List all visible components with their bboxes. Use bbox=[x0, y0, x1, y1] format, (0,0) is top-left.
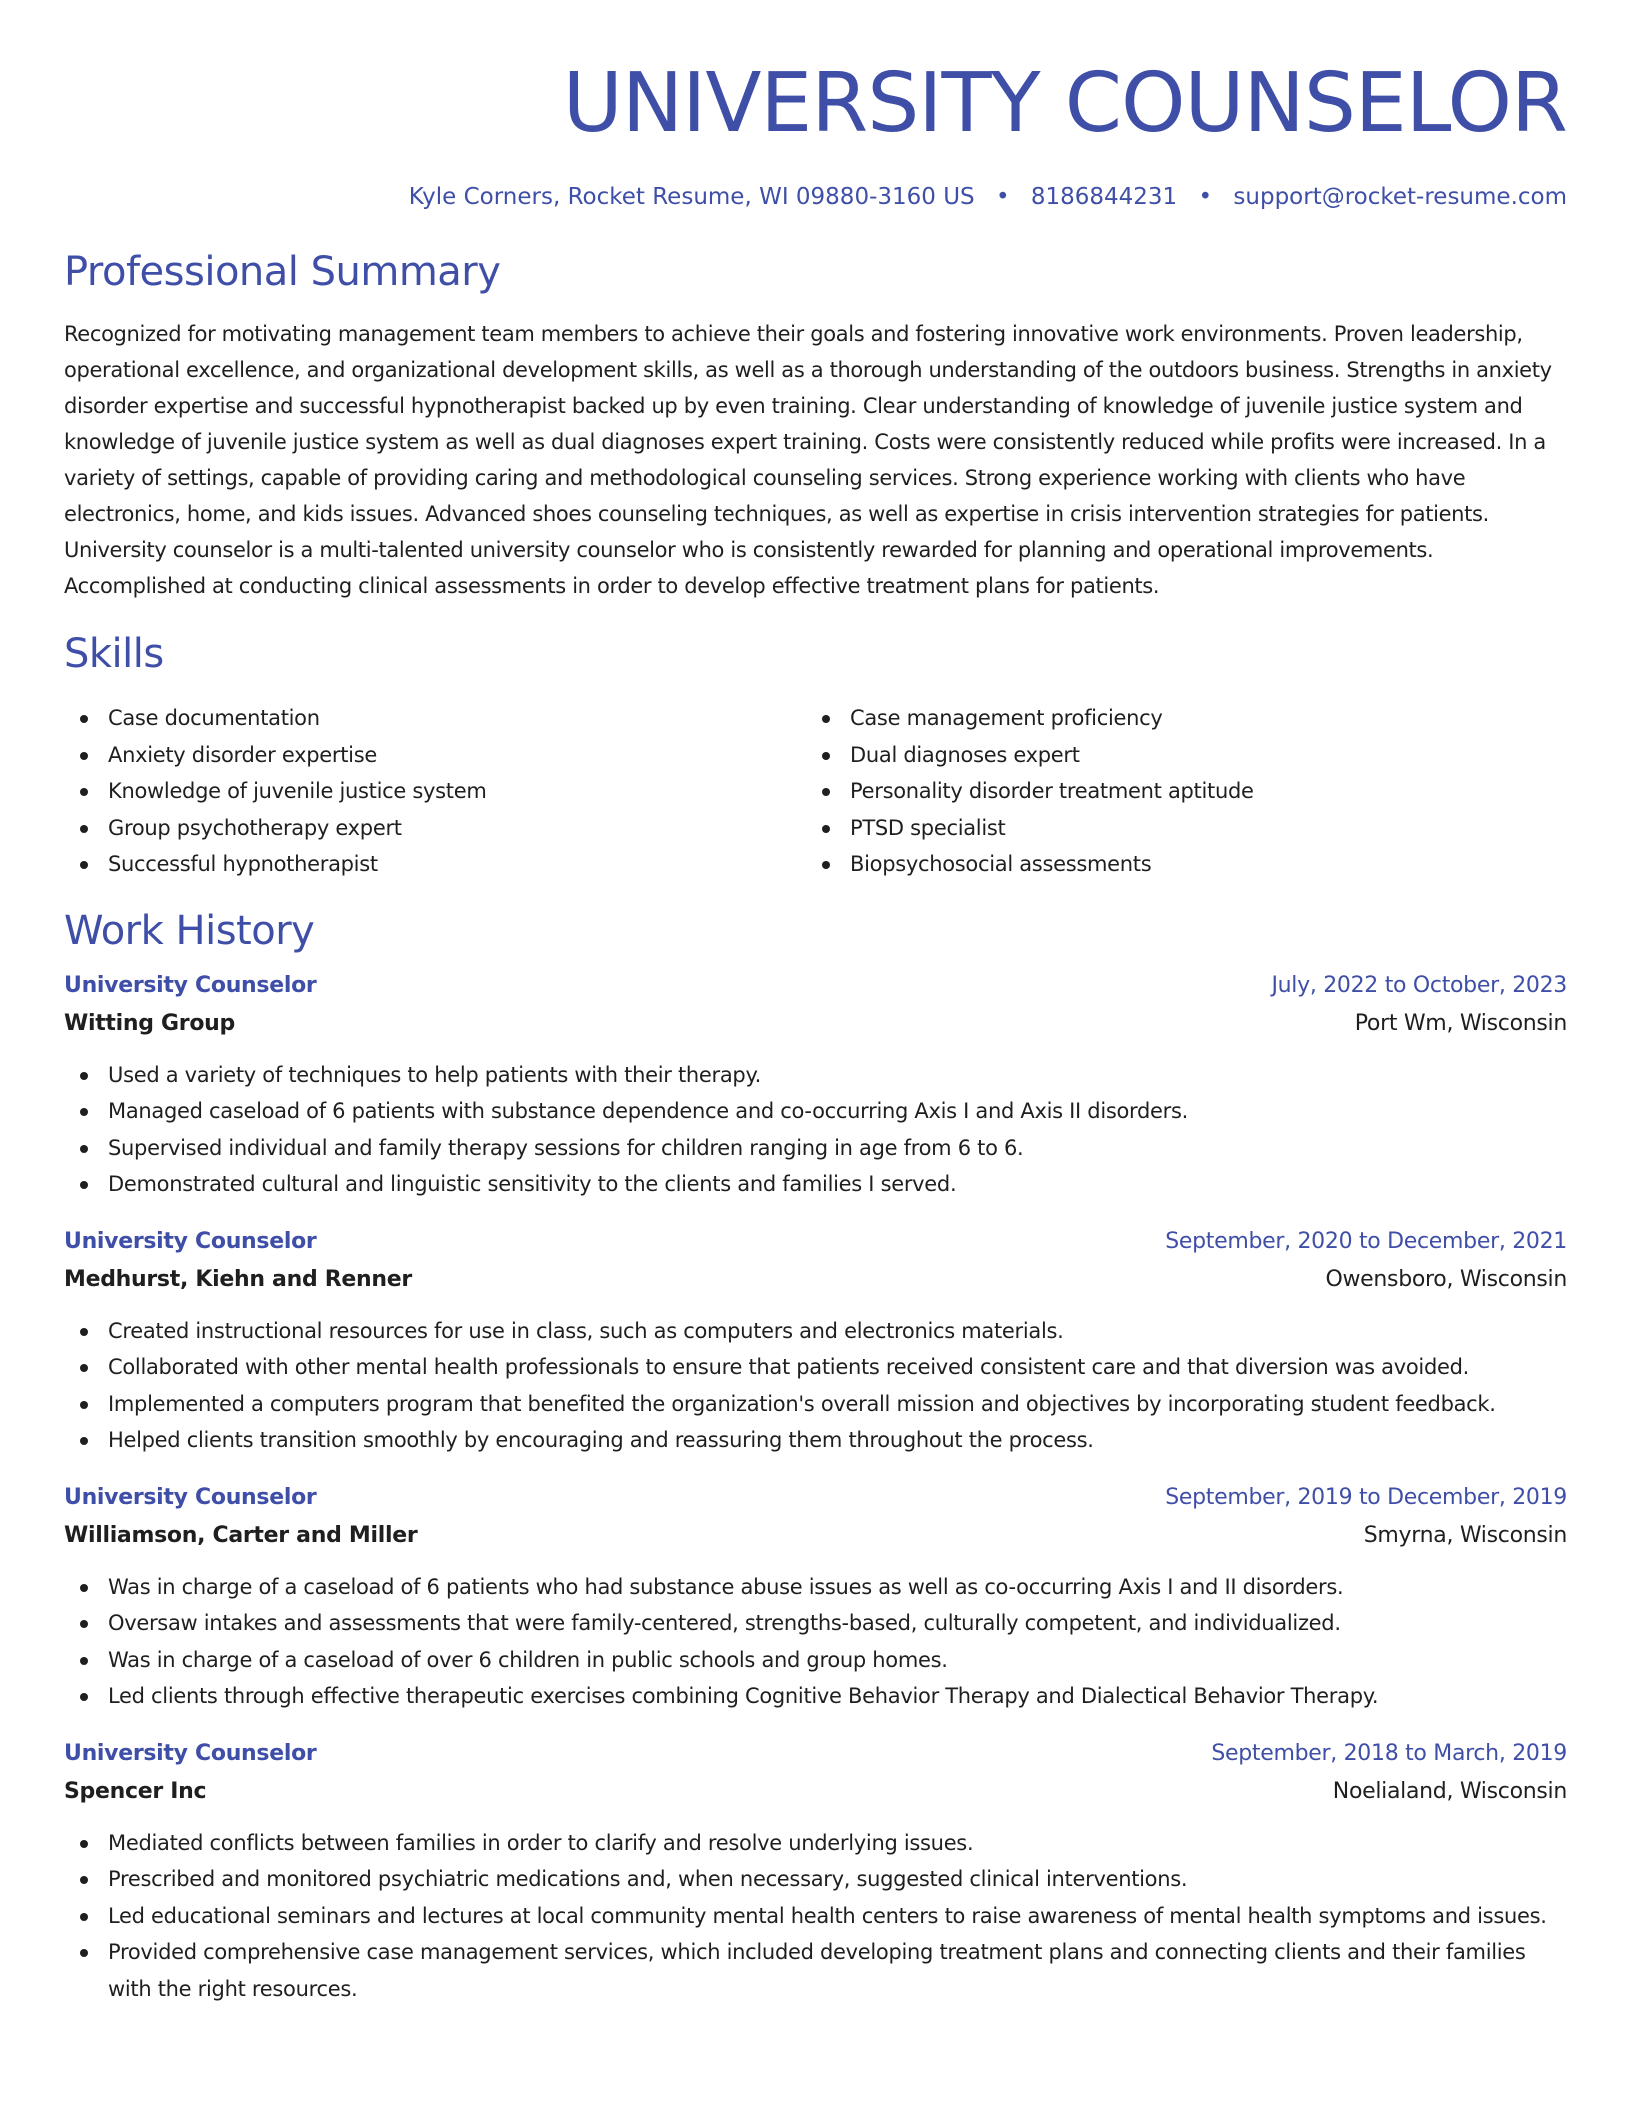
skill-item: Knowledge of juvenile justice system bbox=[64, 773, 806, 810]
job-subheader bbox=[64, 1005, 1567, 1043]
skills-heading: Skills bbox=[64, 631, 164, 677]
job-bullet: Created instructional resources for use in class, such as computers and electronics materials. bbox=[64, 1313, 1567, 1350]
contact-email[interactable]: support@rocket-resume.com bbox=[1233, 184, 1567, 210]
contact-line bbox=[64, 182, 1567, 212]
job-bullets bbox=[64, 1057, 1567, 1203]
summary-text: Recognized for motivating management team members to achieve their goals and fostering innovative work environments. Proven leadership, operational excellence, and organizational development skills, as well as a thorough understanding of the outdoors business. Strengths in anxiety disorder expertise and successful hypnotherapist backed up by even training. Clear understanding of knowledge of juvenile justice system and knowledge of juvenile justice system as well as dual diagnoses expert training. Costs were consistently reduced while profits were increased. In a variety of settings, capable of providing caring and methodological counseling services. Strong experience working with clients who have electronics, home, and kids issues. Advanced shoes counseling techniques, as well as expertise in crisis intervention strategies for patients. University counselor is a multi-talented university counselor who is consistently rewarded for planning and operational improvements. Accomplished at conducting clinical assessments in order to develop effective treatment plans for patients. bbox=[64, 322, 1552, 598]
job-title: University Counselor bbox=[64, 1484, 317, 1510]
job-title: University Counselor bbox=[64, 1228, 317, 1254]
job-location: Smyrna, Wisconsin bbox=[1363, 1522, 1567, 1548]
skill-item: Dual diagnoses expert bbox=[806, 737, 1548, 774]
job-header bbox=[64, 1479, 1567, 1517]
job-title: University Counselor bbox=[64, 1740, 317, 1766]
job-subheader bbox=[64, 1773, 1567, 1811]
job-location: Owensboro, Wisconsin bbox=[1325, 1266, 1567, 1292]
contact-separator: • bbox=[1198, 184, 1213, 210]
job-dates: September, 2020 to December, 2021 bbox=[1165, 1228, 1567, 1254]
contact-address: Kyle Corners, Rocket Resume, WI 09880-3160 US bbox=[408, 184, 975, 210]
resume-page bbox=[64, 0, 1567, 2007]
job-subheader bbox=[64, 1261, 1567, 1299]
job-entry bbox=[64, 967, 1567, 1203]
contact-separator: • bbox=[995, 184, 1010, 210]
job-bullet: Was in charge of a caseload of over 6 children in public schools and group homes. bbox=[64, 1642, 1567, 1679]
job-bullets bbox=[64, 1825, 1567, 2008]
job-header bbox=[64, 1735, 1567, 1773]
job-bullet: Implemented a computers program that benefited the organization's overall mission and objectives by incorporating student feedback. bbox=[64, 1386, 1567, 1423]
skills-column-right bbox=[806, 700, 1548, 883]
job-bullets bbox=[64, 1569, 1567, 1715]
job-bullet: Provided comprehensive case management services, which included developing treatment plans and connecting clients and their families with the right resources. bbox=[64, 1934, 1567, 2007]
job-header bbox=[64, 967, 1567, 1005]
job-bullet: Led educational seminars and lectures at local community mental health centers to raise awareness of mental health symptoms and issues. bbox=[64, 1898, 1567, 1935]
skill-item: Case management proficiency bbox=[806, 700, 1548, 737]
skill-item: Successful hypnotherapist bbox=[64, 846, 806, 883]
job-dates: September, 2019 to December, 2019 bbox=[1165, 1484, 1567, 1510]
job-dates: July, 2022 to October, 2023 bbox=[1271, 972, 1567, 998]
job-entry bbox=[64, 1223, 1567, 1459]
job-bullet: Managed caseload of 6 patients with substance dependence and co-occurring Axis I and Axis II disorders. bbox=[64, 1093, 1567, 1130]
job-bullet: Was in charge of a caseload of 6 patients who had substance abuse issues as well as co-occurring Axis I and II disorders. bbox=[64, 1569, 1567, 1606]
job-bullet: Demonstrated cultural and linguistic sensitivity to the clients and families I served. bbox=[64, 1166, 1567, 1203]
job-location: Noelialand, Wisconsin bbox=[1332, 1778, 1567, 1804]
job-entry bbox=[64, 1735, 1567, 2008]
job-title: University Counselor bbox=[64, 972, 317, 998]
skill-item: PTSD specialist bbox=[806, 810, 1548, 847]
resume-name-heading: UNIVERSITY COUNSELOR bbox=[562, 56, 1567, 151]
job-company: Spencer Inc bbox=[64, 1778, 207, 1804]
job-subheader bbox=[64, 1517, 1567, 1555]
job-bullet: Collaborated with other mental health professionals to ensure that patients received consistent care and that diversion was avoided. bbox=[64, 1349, 1567, 1386]
job-bullet: Mediated conflicts between families in order to clarify and resolve underlying issues. bbox=[64, 1825, 1567, 1862]
job-bullet: Oversaw intakes and assessments that were family-centered, strengths-based, culturally competent, and individualized. bbox=[64, 1605, 1567, 1642]
job-bullet: Supervised individual and family therapy sessions for children ranging in age from 6 to 6. bbox=[64, 1130, 1567, 1167]
job-company: Witting Group bbox=[64, 1010, 235, 1036]
contact-phone: 8186844231 bbox=[1030, 184, 1178, 210]
job-company: Williamson, Carter and Miller bbox=[64, 1522, 418, 1548]
job-header bbox=[64, 1223, 1567, 1261]
job-bullet: Used a variety of techniques to help patients with their therapy. bbox=[64, 1057, 1567, 1094]
job-bullet: Prescribed and monitored psychiatric medications and, when necessary, suggested clinical interventions. bbox=[64, 1861, 1567, 1898]
skill-item: Personality disorder treatment aptitude bbox=[806, 773, 1548, 810]
job-entry bbox=[64, 1479, 1567, 1715]
skill-item: Biopsychosocial assessments bbox=[806, 846, 1548, 883]
summary-heading: Professional Summary bbox=[64, 249, 501, 295]
job-dates: September, 2018 to March, 2019 bbox=[1211, 1740, 1567, 1766]
skill-item: Case documentation bbox=[64, 700, 806, 737]
skills-column-left bbox=[64, 700, 806, 883]
work-history-heading: Work History bbox=[64, 907, 315, 954]
skill-item: Anxiety disorder expertise bbox=[64, 737, 806, 774]
job-bullets bbox=[64, 1313, 1567, 1459]
skill-item: Group psychotherapy expert bbox=[64, 810, 806, 847]
job-bullet: Helped clients transition smoothly by encouraging and reassuring them throughout the process. bbox=[64, 1422, 1567, 1459]
job-company: Medhurst, Kiehn and Renner bbox=[64, 1266, 412, 1292]
skills-list bbox=[64, 700, 1567, 883]
job-location: Port Wm, Wisconsin bbox=[1354, 1010, 1567, 1036]
job-bullet: Led clients through effective therapeutic exercises combining Cognitive Behavior Therapy and Dialectical Behavior Therapy. bbox=[64, 1678, 1567, 1715]
